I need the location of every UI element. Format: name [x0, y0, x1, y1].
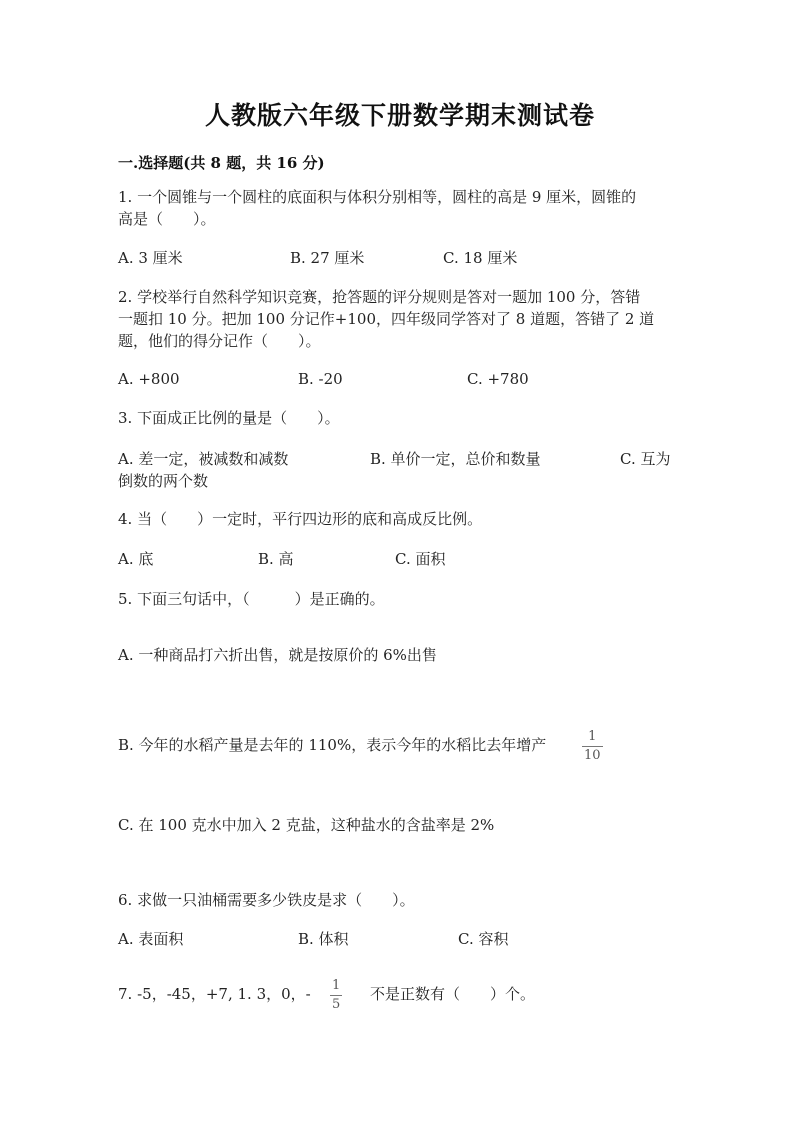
question-2-option-c: C. +780	[467, 370, 529, 388]
question-7-line-1-end: 不是正数有（ ）个。	[370, 985, 536, 1003]
question-3-option-c: C. 互为	[620, 450, 671, 468]
section-title: 一.选择题(共 8 题，共 16 分)	[118, 154, 325, 172]
question-3-option-a: A. 差一定，被减数和减数	[118, 450, 289, 468]
question-5-fraction	[582, 730, 603, 763]
question-4-option-a: A. 底	[118, 550, 154, 568]
question-6-option-b: B. 体积	[298, 930, 349, 948]
question-7-fraction	[330, 979, 342, 1012]
question-2-option-b: B. -20	[298, 370, 343, 388]
question-6-line-1: 6. 求做一只油桶需要多少铁皮是求（ ）。	[118, 891, 415, 909]
question-1-line-1: 1. 一个圆锥与一个圆柱的底面积与体积分别相等，圆柱的高是 9 厘米，圆锥的	[118, 188, 637, 206]
question-3-option-b: B. 单价一定，总价和数量	[370, 450, 541, 468]
question-7-line-1-start: 7. -5，-45，+7, 1. 3，0，-	[118, 985, 311, 1003]
question-3-option-c-continued: 倒数的两个数	[118, 472, 209, 490]
question-5-option-a: A. 一种商品打六折出售，就是按原价的 6%出售	[118, 646, 437, 664]
fraction-bar	[330, 995, 342, 996]
question-4-option-c: C. 面积	[395, 550, 446, 568]
question-1-line-2: 高是（ ）。	[118, 210, 216, 228]
fraction-bar	[582, 746, 603, 747]
question-2-option-a: A. +800	[118, 370, 180, 388]
question-2-line-3: 题，他们的得分记作（ ）。	[118, 332, 321, 350]
question-1-option-b: B. 27 厘米	[290, 249, 365, 267]
page-title: 人教版六年级下册数学期末测试卷	[204, 101, 595, 130]
question-5-option-c: C. 在 100 克水中加入 2 克盐，这种盐水的含盐率是 2%	[118, 816, 495, 834]
fraction-denominator: 5	[332, 997, 341, 1012]
question-4-line-1: 4. 当（ ）一定时，平行四边形的底和高成反比例。	[118, 510, 483, 528]
question-2-line-1: 2. 学校举行自然科学知识竞赛，抢答题的评分规则是答对一题加 100 分，答错	[118, 288, 641, 306]
fraction-numerator: 1	[332, 978, 341, 993]
question-6-option-a: A. 表面积	[118, 930, 184, 948]
question-5-line-1: 5. 下面三句话中，（ ）是正确的。	[118, 590, 385, 608]
fraction-numerator: 1	[588, 729, 597, 744]
question-5-option-b: B. 今年的水稻产量是去年的 110%，表示今年的水稻比去年增产	[118, 736, 547, 754]
question-1-option-a: A. 3 厘米	[118, 249, 183, 267]
question-4-option-b: B. 高	[258, 550, 294, 568]
question-3-line-1: 3. 下面成正比例的量是（ ）。	[118, 409, 340, 427]
question-1-option-c: C. 18 厘米	[443, 249, 518, 267]
fraction-denominator: 10	[584, 748, 601, 763]
question-6-option-c: C. 容积	[458, 930, 509, 948]
question-2-line-2: 一题扣 10 分。把加 100 分记作+100，四年级同学答对了 8 道题，答错了 2 道	[118, 310, 655, 328]
